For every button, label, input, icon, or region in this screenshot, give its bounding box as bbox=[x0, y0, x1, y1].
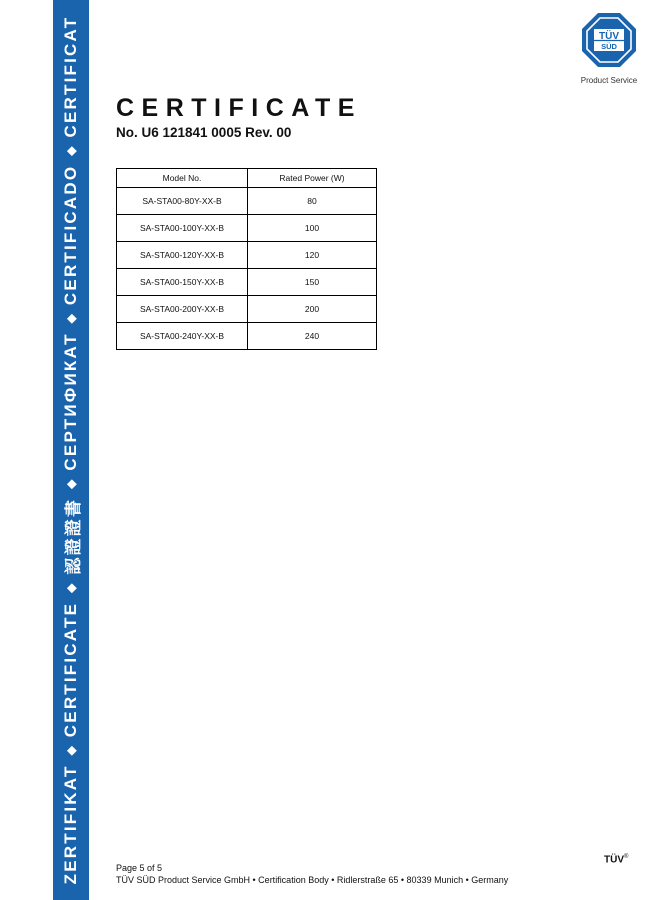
side-label: CERTIFICADO bbox=[61, 164, 80, 306]
diamond-icon: ◆ bbox=[64, 746, 78, 756]
model-cell: SA-STA00-120Y-XX-B bbox=[117, 242, 248, 269]
side-label: CERTIFICATE bbox=[61, 601, 80, 738]
power-cell: 200 bbox=[248, 296, 377, 323]
diamond-icon: ◆ bbox=[64, 583, 78, 593]
footer-tuv-mark bbox=[604, 854, 628, 865]
diamond-icon: ◆ bbox=[64, 479, 78, 489]
table-row bbox=[117, 215, 377, 242]
table-row bbox=[117, 188, 377, 215]
page-number: Page 5 of 5 bbox=[116, 863, 163, 873]
tuv-octagon-icon bbox=[581, 12, 637, 74]
model-table bbox=[116, 168, 377, 350]
model-cell: SA-STA00-100Y-XX-B bbox=[117, 215, 248, 242]
certificate-number: No. U6 121841 0005 Rev. 00 bbox=[116, 125, 292, 140]
side-band-text bbox=[53, 0, 89, 900]
logo-caption: Product Service bbox=[580, 76, 638, 85]
power-cell: 240 bbox=[248, 323, 377, 350]
model-cell: SA-STA00-200Y-XX-B bbox=[117, 296, 248, 323]
diamond-icon: ◆ bbox=[64, 146, 78, 156]
side-band bbox=[53, 0, 89, 900]
column-header-model: Model No. bbox=[117, 169, 248, 188]
column-header-power: Rated Power (W) bbox=[248, 169, 377, 188]
model-cell: SA-STA00-80Y-XX-B bbox=[117, 188, 248, 215]
power-cell: 150 bbox=[248, 269, 377, 296]
tuv-logo bbox=[580, 12, 638, 85]
footer-mark-text: TÜV bbox=[604, 854, 624, 866]
footer bbox=[116, 862, 508, 886]
page-title: CERTIFICATE bbox=[116, 94, 362, 122]
model-cell: SA-STA00-240Y-XX-B bbox=[117, 323, 248, 350]
table-row bbox=[117, 323, 377, 350]
side-label: ZERTIFIKAT bbox=[61, 764, 80, 885]
table-header-row bbox=[117, 169, 377, 188]
side-label: СЕРТИФИКАТ bbox=[61, 332, 80, 471]
table-row bbox=[117, 269, 377, 296]
side-label: 認證證書 bbox=[63, 497, 83, 575]
power-cell: 100 bbox=[248, 215, 377, 242]
company-address: TÜV SÜD Product Service GmbH • Certification Body • Ridlerstraße 65 • 80339 Munich • Germany bbox=[116, 875, 509, 885]
table-row bbox=[117, 242, 377, 269]
logo-line1: TÜV bbox=[599, 31, 619, 42]
logo-line2: SÜD bbox=[601, 42, 617, 51]
table-row bbox=[117, 296, 377, 323]
diamond-icon: ◆ bbox=[64, 314, 78, 324]
power-cell: 120 bbox=[248, 242, 377, 269]
power-cell: 80 bbox=[248, 188, 377, 215]
model-cell: SA-STA00-150Y-XX-B bbox=[117, 269, 248, 296]
side-label: CERTIFICAT bbox=[61, 15, 80, 138]
registered-icon: ® bbox=[624, 854, 629, 860]
